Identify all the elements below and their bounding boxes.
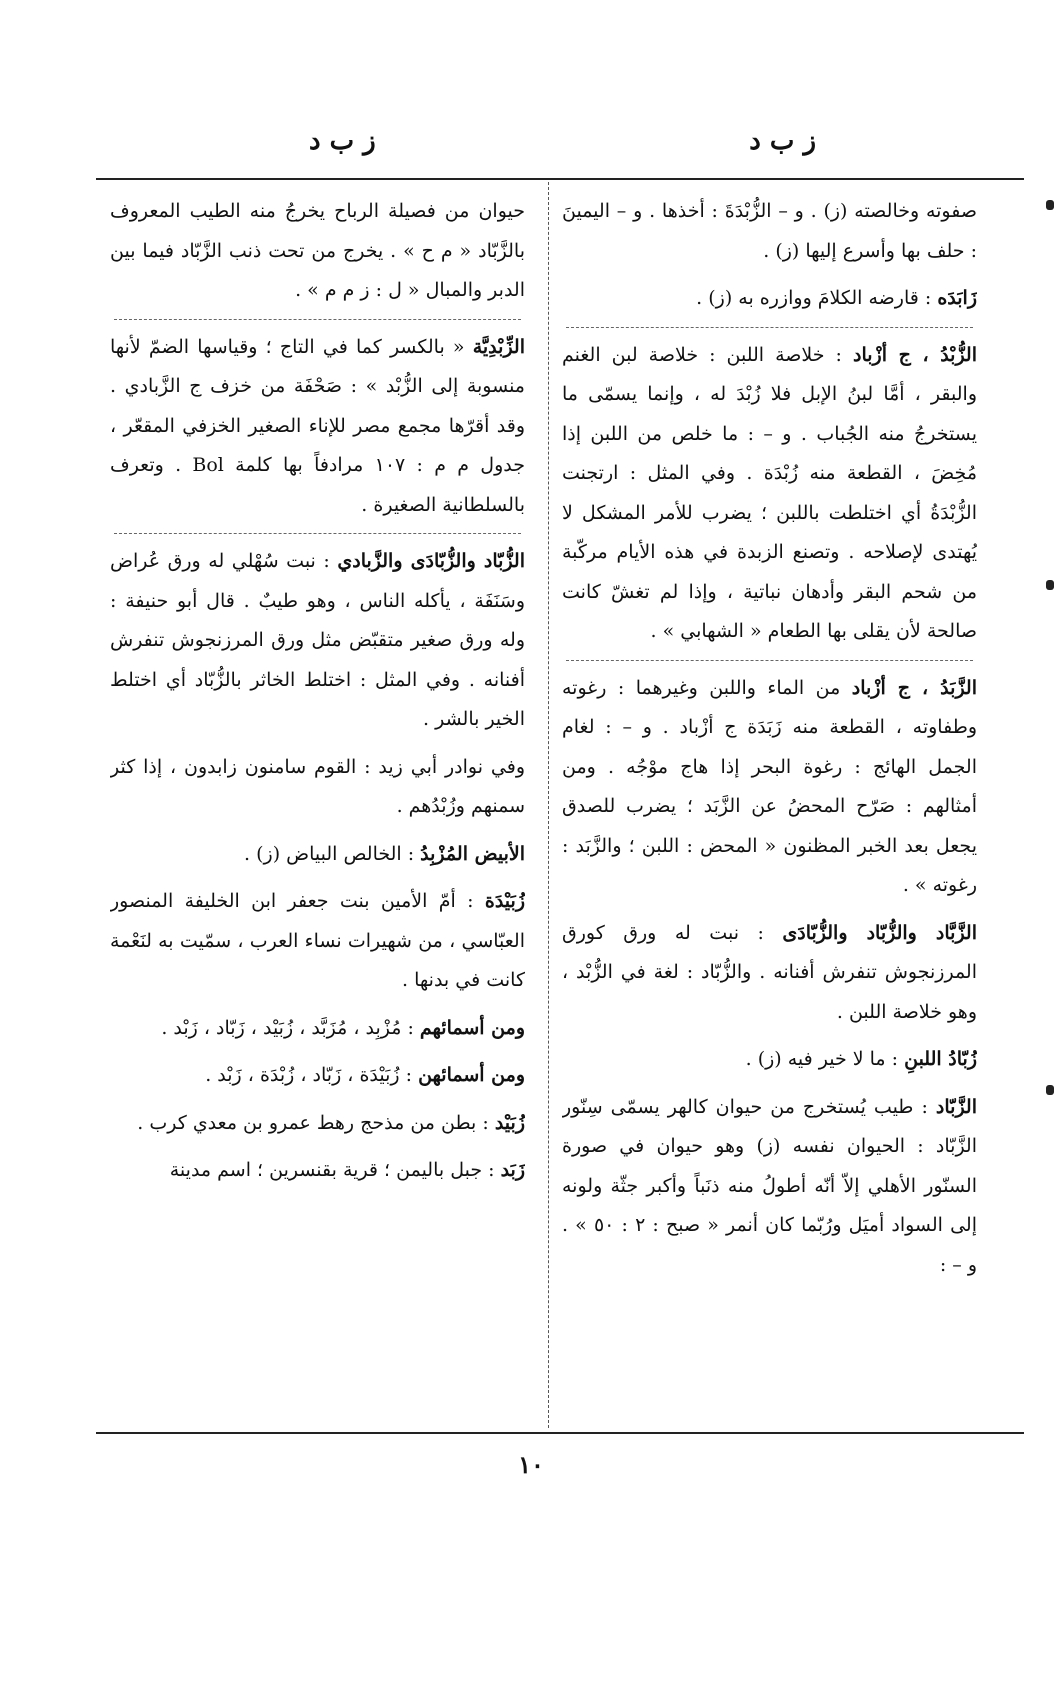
entry-definition: : ما لا خير فيه (ز) . <box>745 1048 905 1070</box>
footer-rule <box>96 1432 1024 1434</box>
entry-definition: : جبل باليمن ؛ قرية بقنسرين ؛ اسم مدينة <box>169 1159 501 1181</box>
entry-definition: من الماء واللبن وغيرهما : رغوته وطفاوته ، القطعة منه زَبَدَة ج أزْباد . و – : لغام الجمل الهائج : رغوة البحر إذا هاج موْجُه . ومن أمثالهم : صَرّح المحضُ عن الزَّبَد ؛ يضرب للصدق يجعل بعد الخبر المظنون « المحض : اللبن ؛ والزَّبَد : رغوته » . <box>562 676 977 896</box>
entry-headword: الزَّبّاد <box>935 1095 977 1118</box>
dictionary-entry <box>562 192 977 271</box>
entry-headword: زُبَيْد <box>494 1111 525 1134</box>
entry-headword: ومن أسمائهم <box>419 1016 525 1039</box>
entry-headword: ومن أسمائهن <box>418 1064 525 1086</box>
dictionary-entry <box>562 914 977 1033</box>
entry-headword: زَابَدَه <box>937 287 977 309</box>
dictionary-entry <box>110 328 525 526</box>
entry-definition: صفوته وخالصته (ز) . و – الزُّبْدَةَ : أخذها . و – اليمينَ : حلف بها وأسرع إليها (ز) . <box>562 200 977 262</box>
entry-definition: : خلاصة اللبن : خلاصة لبن الغنم والبقر ، أمَّا لبنُ الإبل فلا زُبْدَ له ، وإنما يسمّى ما يستخرجُ منه الجُباب . و – : ما خلص من اللبن إذا مُخِضَ ، القطعة منه زُبْدَة . وفي المثل : ارتجنت الزُّبْدَةُ أي اختلطت باللبن ؛ يضرب للأمر المشكل لا يُهتدى لإصلاحه . وتصنع الزبدة في هذه الأيام مركّبة من شحم البقر وأدهان نباتية ، وإذا لم تغشّ كانت صالحة لأن يقلى بها الطعام « الشهابي » . <box>562 343 977 642</box>
entry-separator <box>114 319 521 320</box>
entry-definition: : بطن من مذحج رهط عمرو بن معدي كرب . <box>137 1111 495 1134</box>
entry-definition: : زُبَيْدَة ، زَبّاد ، زُبْدَة ، زَبْد . <box>205 1064 419 1086</box>
column-divider <box>548 182 549 1428</box>
entry-headword: الزُّبْدُ ، ج أزْباد <box>852 343 977 366</box>
dictionary-entry <box>110 192 525 311</box>
margin-mark <box>1046 1085 1054 1095</box>
dictionary-entry <box>562 1088 977 1286</box>
dictionary-entry <box>110 542 525 740</box>
dictionary-entry <box>562 1040 977 1080</box>
left-column <box>110 192 525 1424</box>
margin-mark <box>1046 200 1054 210</box>
dictionary-entry <box>562 279 977 319</box>
entry-definition: : الخالص البياض (ز) . <box>244 842 421 865</box>
entry-definition: : نبت له ورق كورق المرزنجوش تنفرش أفنانه . والزُّبّاد : لغة في الزُّبْد ، وهو خلاصة اللبن . <box>562 921 977 1023</box>
entry-separator <box>114 533 521 534</box>
entry-definition: : نبت سُهْلي له ورق عُراض وسَنَفَة ، يأكله الناس ، وهو طيبٌ . قال أبو حنيفة : وله ورق صغير متقبّض مثل ورق المرزنجوش تنفرش أفنانه . وفي المثل : اختلط الخاثر بالزُّبّاد أي اختلط الخير بالشر . <box>110 550 525 730</box>
dictionary-entry <box>110 1104 525 1144</box>
right-column <box>562 192 977 1424</box>
entry-headword: زُبّادُ اللبنِ <box>904 1048 977 1070</box>
running-header <box>94 126 1026 170</box>
entry-headword: الزَّبَّاد والزُّبّاد والزُّبّادَى <box>782 921 977 944</box>
entry-definition: « بالكسر كما في التاج ؛ وقياسها الضمّ لأنها منسوبة إلى الزُّبْد » : صَحْفَة من خزف ج الزَّبادي . وقد أقرّها مجمع مصر للإناء الصغير الخزفي المقعّر ، جدول م م : ١٠٧ مرادفاً بها كلمة Bol . وتعرف بالسلطانية الصغيرة . <box>110 335 525 516</box>
entry-headword: زُبَيْدَة <box>484 890 525 912</box>
entry-headword: الزَّبَدُ ، ج أزْباد <box>851 676 977 699</box>
running-head-right: ز ب د <box>749 126 816 156</box>
dictionary-entry <box>562 669 977 906</box>
entry-headword: الأبيض المُزْبِدُ <box>420 842 525 865</box>
entry-definition: : أمّ الأمين بنت جعفر ابن الخليفة المنصور العبّاسي ، من شهيرات نساء العرب ، سمّيت به لنَعْمة كانت في بدنها . <box>110 890 525 991</box>
entry-separator <box>566 660 973 661</box>
entry-definition: : مُزْبِد ، مُزَبَّد ، زُبَيْد ، زَبّاد ، زَبْد . <box>161 1016 420 1039</box>
dictionary-entry <box>110 1009 525 1049</box>
running-head-left: ز ب د <box>309 126 376 156</box>
entry-headword: زَبَد <box>500 1159 525 1181</box>
dictionary-entry <box>110 835 525 875</box>
page-number: ١٠ <box>518 1450 544 1479</box>
dictionary-entry <box>110 748 525 827</box>
entry-separator <box>566 327 973 328</box>
entry-definition: : طيب يُستخرج من حيوان كالهر يسمّى سِنّور الزَّبّاد : الحيوان نفسه (ز) وهو حيوان في صورة السنّور الأهلي إلاّ أنّه أطولُ منه ذنَباً وأكبر جثّة ولونه إلى السواد أميَل ورُبّما كان أنمر « صبح : ٢ : ٥٠ » . و – : <box>562 1095 977 1276</box>
entry-definition: حيوان من فصيلة الرباح يخرجُ منه الطيب المعروف بالزَّبّاد « م ح » . يخرج من تحت ذنب الزَّبّاد فيما بين الدبر والمبال « ل : ز م م » . <box>110 200 525 301</box>
margin-mark <box>1046 580 1054 590</box>
dictionary-entry <box>110 882 525 1001</box>
header-rule <box>96 178 1024 180</box>
entry-headword: الزِّبْدِيَّة <box>472 335 525 358</box>
dictionary-entry <box>562 336 977 652</box>
entry-definition: وفي نوادر أبي زيد : القوم سامنون زابدون ، إذا كثر سمنهم وزُبْدُهم . <box>110 755 525 817</box>
entry-definition: : قارضه الكلامَ ووازره به (ز) . <box>696 287 938 309</box>
dictionary-entry <box>110 1056 525 1096</box>
entry-headword: الزُّبّاد والزُّبّادَى والزَّبادي <box>337 550 525 572</box>
dictionary-entry <box>110 1151 525 1191</box>
